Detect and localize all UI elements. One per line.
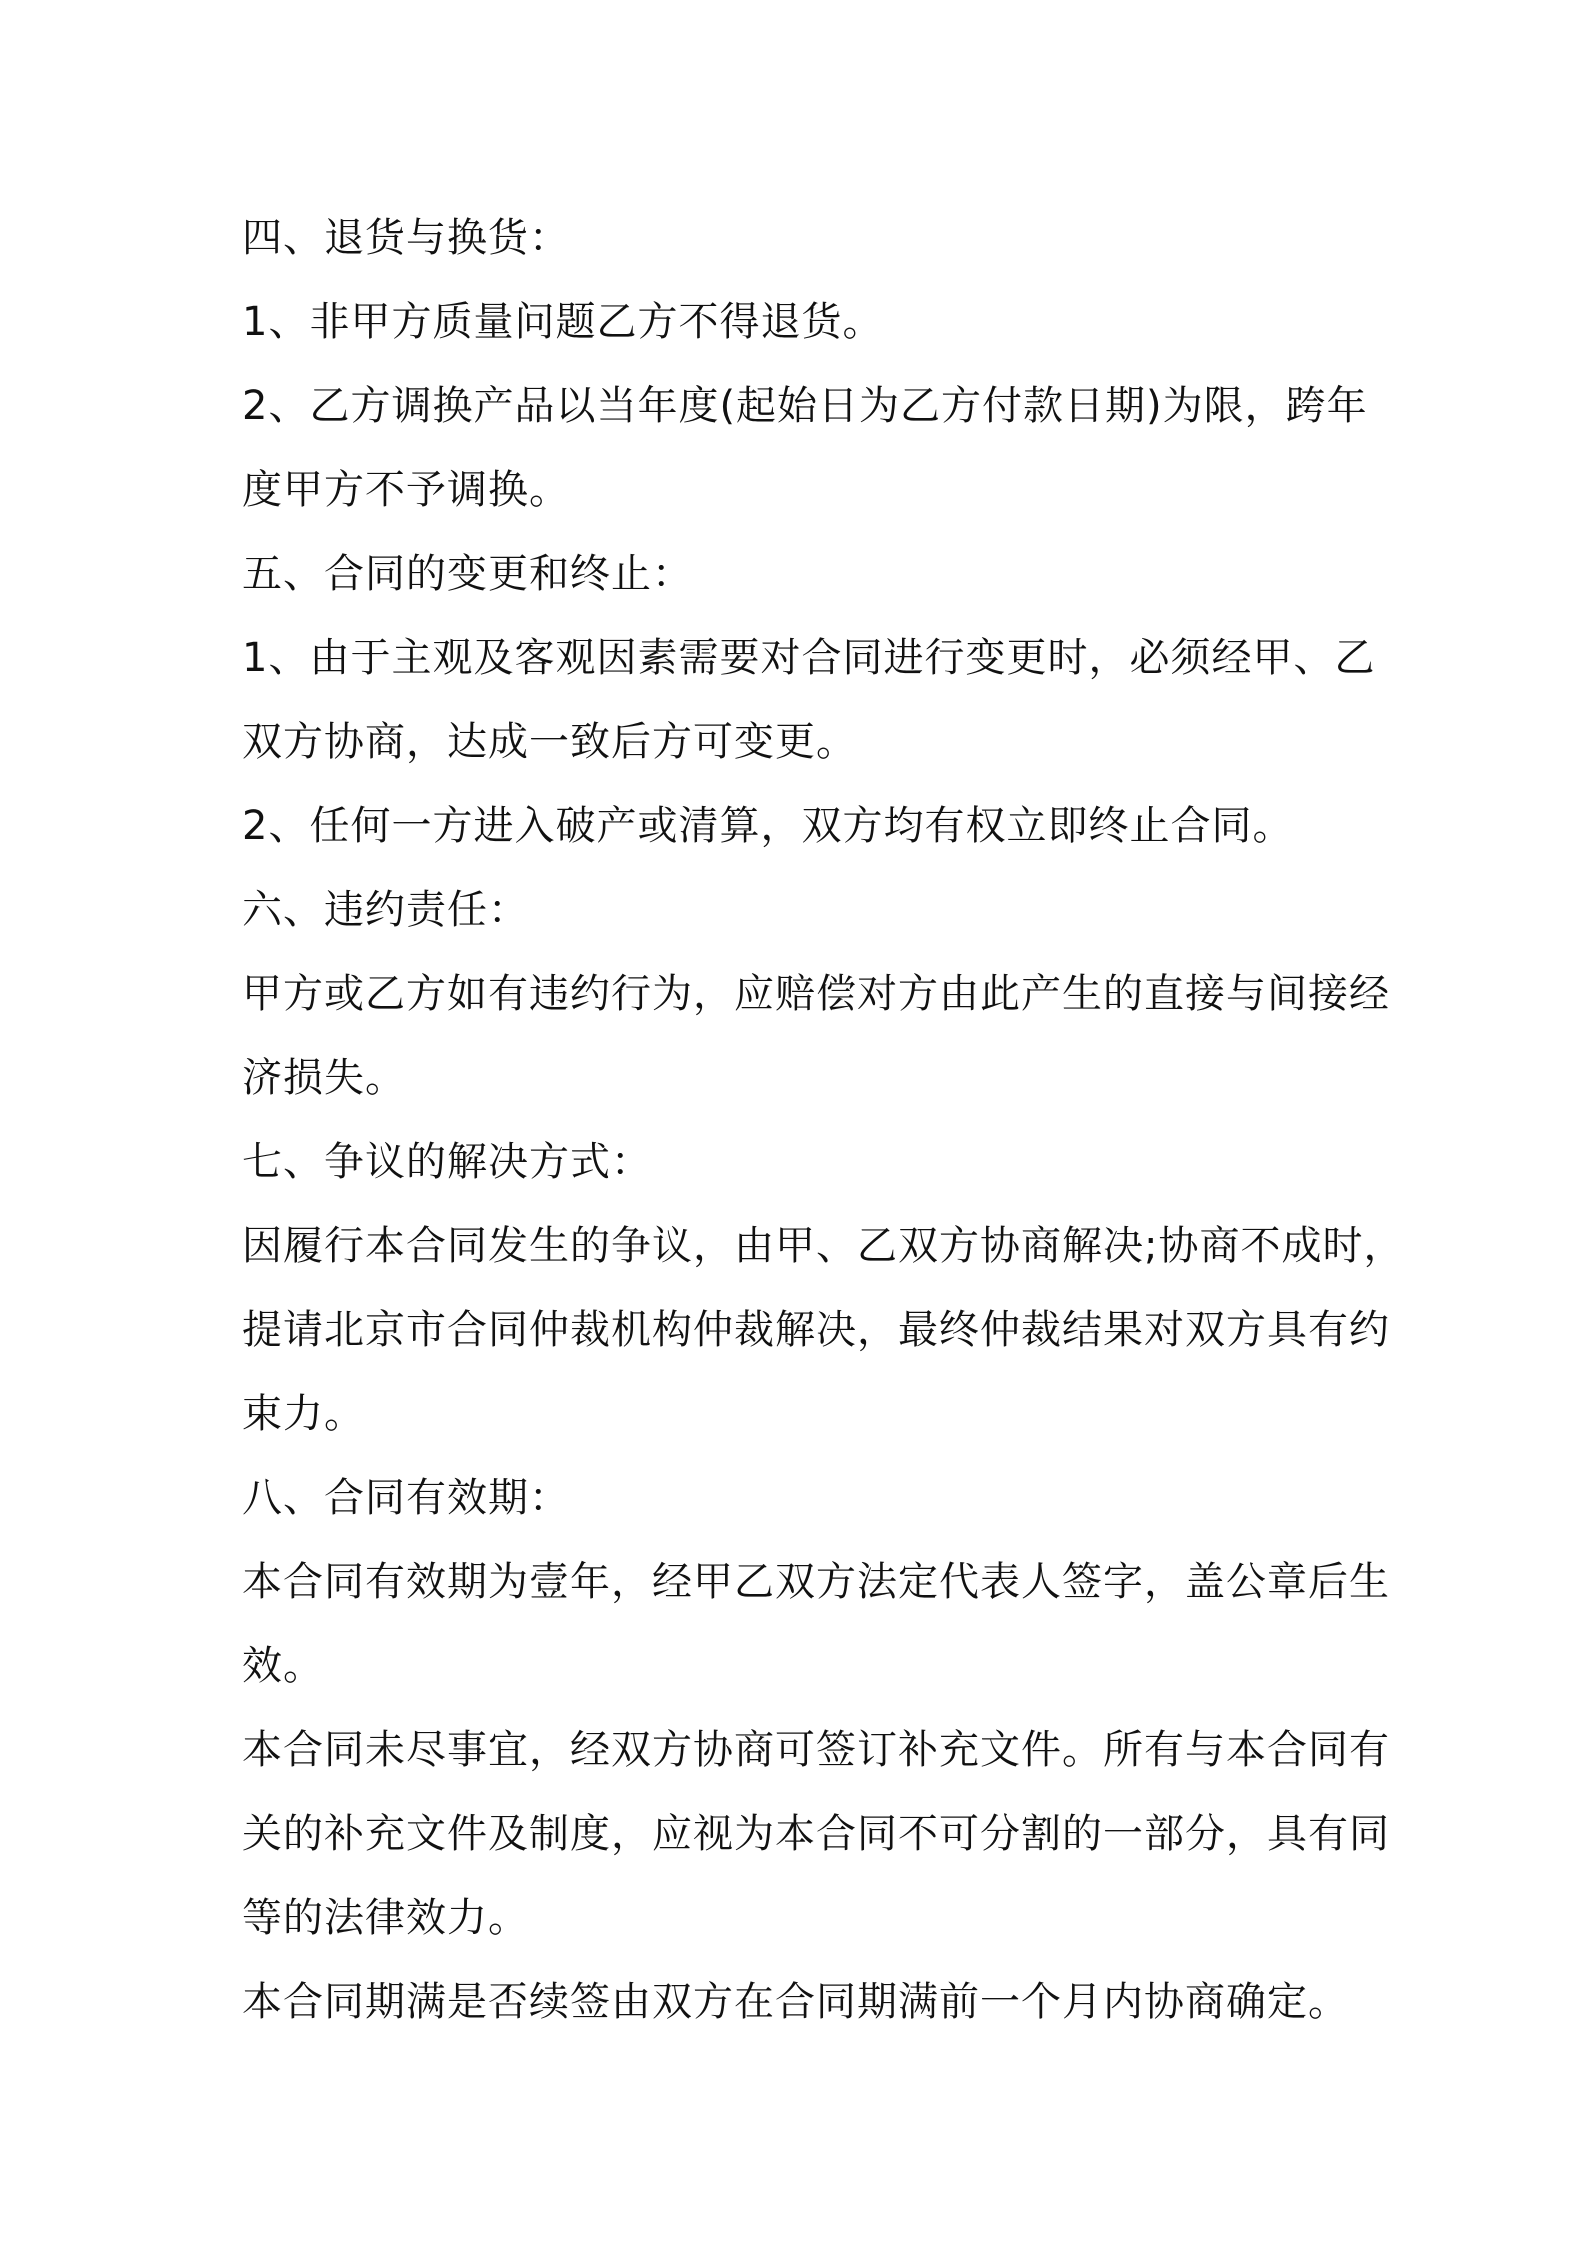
disputes-text-line-2: 提请北京市合同仲裁机构仲裁解决，最终仲裁结果对双方具有约 bbox=[242, 1307, 1390, 1353]
returns-clause-2-line-2: 度甲方不予调换。 bbox=[242, 467, 570, 513]
validity-text-line-1: 本合同有效期为壹年，经甲乙双方法定代表人签字，盖公章后生 bbox=[242, 1559, 1390, 1605]
supplement-text-line-2: 关的补充文件及制度，应视为本合同不可分割的一部分，具有同 bbox=[242, 1811, 1390, 1857]
liability-text-line-1: 甲方或乙方如有违约行为，应赔偿对方由此产生的直接与间接经 bbox=[242, 971, 1390, 1017]
supplement-text-line-3: 等的法律效力。 bbox=[242, 1895, 529, 1941]
contract-text bbox=[242, 196, 1405, 2044]
liability-text-line-2: 济损失。 bbox=[242, 1055, 406, 1101]
section-heading-disputes: 七、争议的解决方式： bbox=[242, 1139, 652, 1185]
returns-clause-2-line-1: 2、乙方调换产品以当年度(起始日为乙方付款日期)为限，跨年 bbox=[242, 383, 1368, 429]
supplement-text-line-1: 本合同未尽事宜，经双方协商可签订补充文件。所有与本合同有 bbox=[242, 1727, 1390, 1773]
returns-clause-1: 1、非甲方质量问题乙方不得退货。 bbox=[242, 299, 884, 345]
change-clause-1-line-2: 双方协商，达成一致后方可变更。 bbox=[242, 719, 857, 765]
change-clause-1-line-1: 1、由于主观及客观因素需要对合同进行变更时，必须经甲、乙 bbox=[242, 635, 1376, 681]
validity-text-line-2: 效。 bbox=[242, 1643, 324, 1689]
change-clause-2: 2、任何一方进入破产或清算，双方均有权立即终止合同。 bbox=[242, 803, 1294, 849]
section-heading-liability: 六、违约责任： bbox=[242, 887, 529, 933]
section-heading-change-termination: 五、合同的变更和终止： bbox=[242, 551, 693, 597]
section-heading-validity: 八、合同有效期： bbox=[242, 1475, 570, 1521]
section-heading-returns: 四、退货与换货： bbox=[242, 215, 570, 261]
disputes-text-line-1: 因履行本合同发生的争议，由甲、乙双方协商解决;协商不成时， bbox=[242, 1223, 1405, 1269]
renewal-text: 本合同期满是否续签由双方在合同期满前一个月内协商确定。 bbox=[242, 1979, 1349, 2025]
disputes-text-line-3: 束力。 bbox=[242, 1391, 365, 1437]
